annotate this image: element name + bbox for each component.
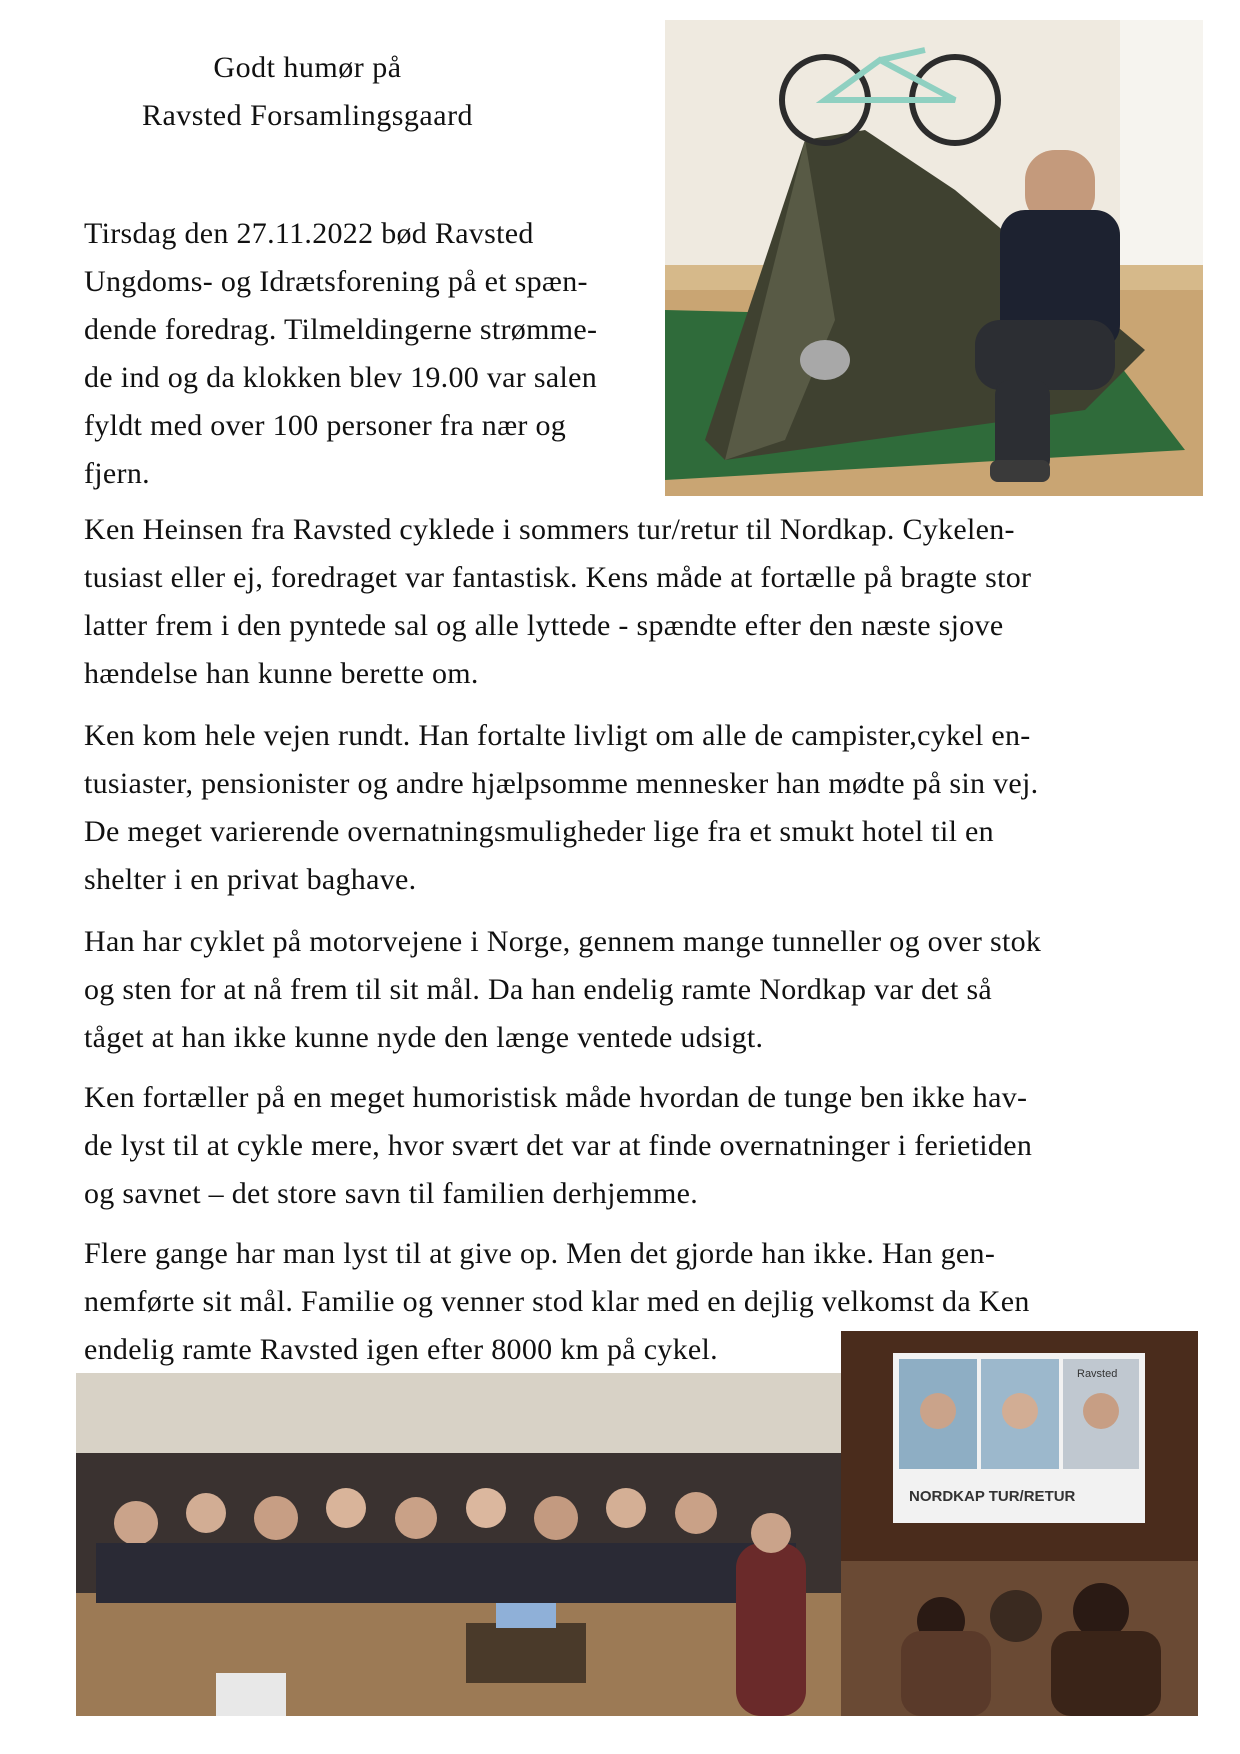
title-line: Ravsted Forsamlingsgaard [141,99,474,132]
text-line: tusiaster, pensionister og andre hjælpsomme mennesker han mødte på sin vej. [84,767,1039,800]
paragraph-ken-intro [84,506,1031,698]
text-line: og sten for at nå frem til sit mål. Da han endelig ramte Nordkap var det så [84,973,993,1006]
text-line: fyldt med over 100 personer fra nær og [84,409,567,442]
screen-photo-illustration [841,1331,1198,1716]
paragraph-intro [84,210,597,498]
text-line: endelig ramte Ravsted igen efter 8000 km på cykel. [84,1333,718,1366]
text-line: Ken kom hele vejen rundt. Han fortalte livligt om alle de campister,cykel en- [84,719,1031,752]
text-line: shelter i en privat baghave. [84,863,417,896]
text-line: tusiast eller ej, foredraget var fantastisk. Kens måde at fortælle på bragte stor [84,561,1032,594]
text-line: Han har cyklet på motorvejene i Norge, gennem mange tunneller og over stok [84,925,1042,958]
presenter-photo-illustration [665,20,1203,496]
text-line: Tirsdag den 27.11.2022 bød Ravsted [84,217,534,250]
paragraph-route [84,918,1041,1062]
slide-small-text: Ravsted [1077,1368,1118,1380]
audience-photo-illustration [76,1373,841,1716]
text-line: og savnet – det store savn til familien derhjemme. [84,1177,699,1210]
text-line: fjern. [84,457,150,490]
photo-projection-screen [841,1331,1198,1716]
text-line: De meget varierende overnatningsmuligheder lige fra et smukt hotel til en [84,815,994,848]
text-line: Ken Heinsen fra Ravsted cyklede i sommers tur/retur til Nordkap. Cykelen- [84,513,1015,546]
text-line: de ind og da klokken blev 19.00 var salen [84,361,598,394]
text-line: tåget at han ikke kunne nyde den længe ventede udsigt. [84,1021,764,1054]
title-line: Godt humør på [213,51,402,84]
text-line: latter frem i den pyntede sal og alle lyttede - spændte efter den næste sjove [84,609,1004,642]
text-line: hændelse han kunne berette om. [84,657,479,690]
slide-title-text: NORDKAP TUR/RETUR [909,1488,1076,1505]
article-title [100,44,515,140]
photo-audience-in-hall [76,1373,841,1716]
text-line: Ken fortæller på en meget humoristisk måde hvordan de tunge ben ikke hav- [84,1081,1028,1114]
text-line: de lyst til at cykle mere, hvor svært det var at finde overnatninger i ferietiden [84,1129,1033,1162]
text-line: Ungdoms- og Idrætsforening på et spæn- [84,265,588,298]
text-line: nemførte sit mål. Familie og venner stod klar med en dejlig velkomst da Ken [84,1285,1030,1318]
text-line: dende foredrag. Tilmeldingerne strømme- [84,313,598,346]
paragraph-humor [84,1074,1032,1218]
paragraph-people [84,712,1038,904]
text-line: Flere gange har man lyst til at give op. Men det gjorde han ikke. Han gen- [84,1237,996,1270]
photo-presenter-with-tent-and-bicycle [665,20,1203,496]
